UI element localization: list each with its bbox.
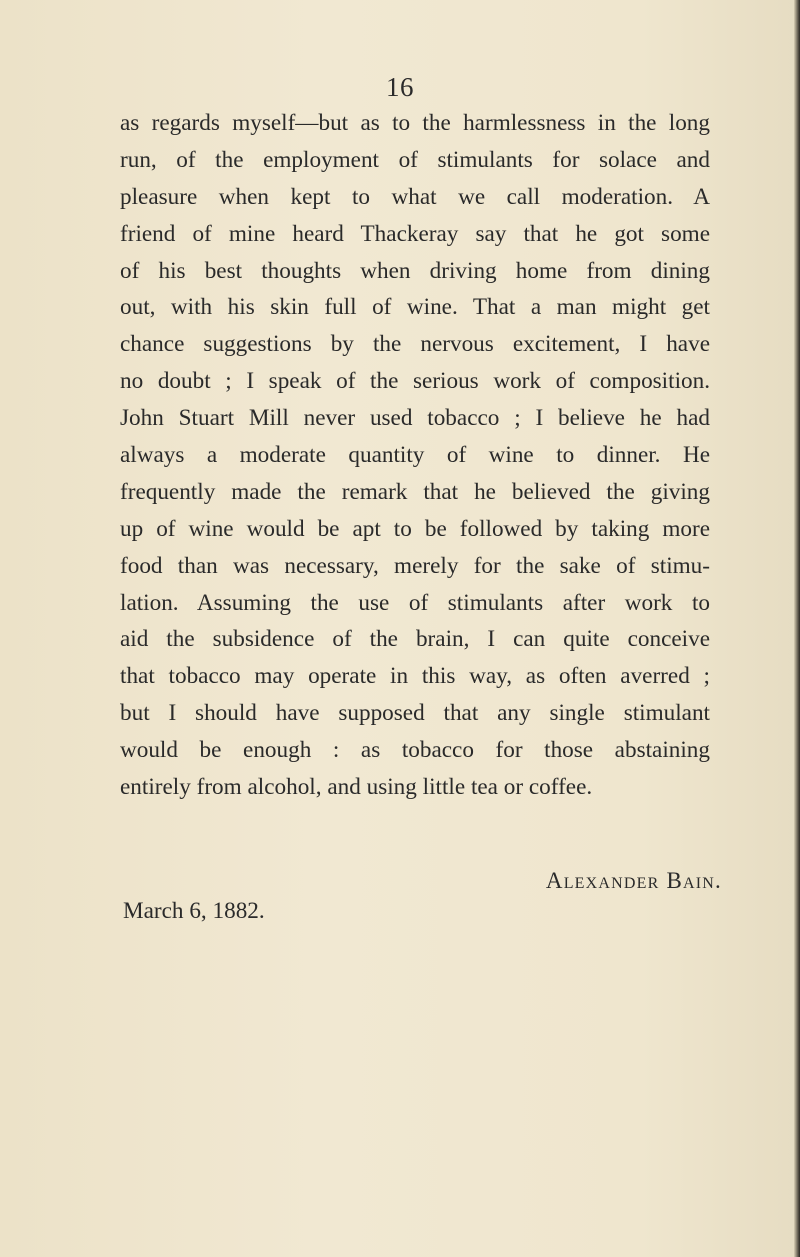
text-line: frequently made the remark that he believed the giving [120,478,710,505]
letter-date: March 6, 1882. [123,898,265,924]
text-line: pleasure when kept to what we call moderation. A [120,183,710,210]
text-line: food than was necessary, merely for the sake of stimu- [120,552,710,579]
text-line: but I should have supposed that any single stimulant [120,700,710,727]
text-line: of his best thoughts when driving home from dining [120,257,710,284]
text-line: up of wine would be apt to be followed by taking more [120,515,710,542]
text-line: as regards myself—but as to the harmlessness in the long [120,110,710,136]
text-line: that tobacco may operate in this way, as often averred ; [120,663,710,690]
text-line: out, with his skin full of wine. That a man might get [120,294,710,321]
text-line: would be enough : as tobacco for those abstaining [120,737,710,764]
text-line: no doubt ; I speak of the serious work of composition. [120,368,710,395]
text-line: lation. Assuming the use of stimulants after work to [120,589,710,616]
body-text [120,105,710,806]
text-line: run, of the employment of stimulants for solace and [120,146,710,173]
page-number: 16 [386,72,414,102]
text-line: John Stuart Mill never used tobacco ; I believe he had [120,405,710,432]
text-line: aid the subsidence of the brain, I can quite conceive [120,626,710,653]
text-line: entirely from alcohol, and using little tea or coffee. [120,774,593,801]
author-signature: Alexander Bain. [545,868,722,893]
text-line: always a moderate quantity of wine to dinner. He [120,442,710,469]
page-edge-shadow [794,0,800,1257]
text-line: chance suggestions by the nervous excitement, I have [120,331,710,358]
text-line: friend of mine heard Thackeray say that he got some [120,220,710,247]
